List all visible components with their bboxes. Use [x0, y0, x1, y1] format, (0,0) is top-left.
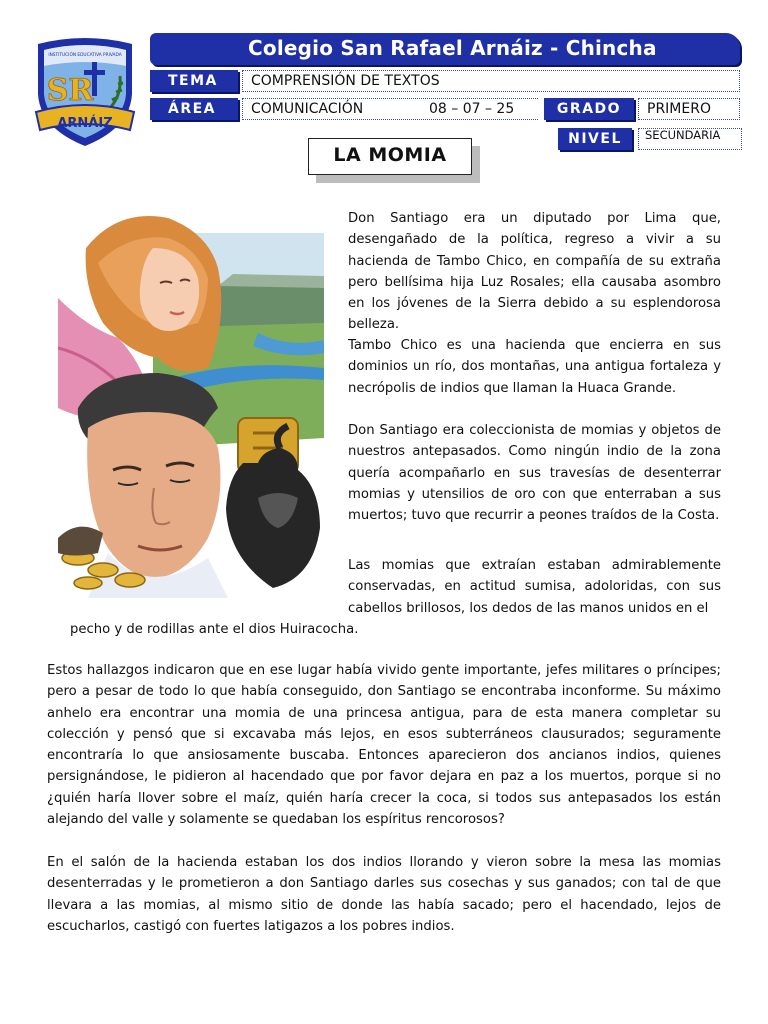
nivel-row	[558, 128, 742, 150]
paragraph-4-continued: pecho y de rodillas ante el dios Huiracocha.	[70, 622, 359, 637]
area-row	[150, 98, 742, 120]
logo-ring-text: INSTITUCIÓN EDUCATIVA PRIVADA	[48, 53, 122, 58]
nivel-value: SECUNDARIA	[638, 128, 742, 150]
nivel-label: NIVEL	[558, 128, 632, 150]
paragraph-5: Estos hallazgos indicaron que en ese lugar había vivido gente importante, jefes militares o príncipes; pero a pesar de todo lo que había conseguido, don Santiago se encontraba inconforme. Su máximo anhelo era encontrar una momia de una princesa antigua, para de esta manera completar su colección y pensó que si excavaba más lejos, en esos subterráneos clausurados; seguramente encontraría lo que ansiosamente buscaba. Entonces aparecieron dos ancianos indios, quienes persignándose, le pidieron al hacendado que por favor dejara en paz a los muertos, porque si no ¿quién haría llover sobre el maíz, quién haría crecer la coca, si todos sus antepasados los están alejando del valle y solamente se quedaban los espíritus rencorosos?	[47, 663, 721, 828]
paragraph-2: Tambo Chico es una hacienda que encierra en sus dominios un río, dos montañas, una antigua fortaleza y necrópolis de indios que llaman la Huaca Grande.	[348, 338, 721, 396]
school-logo	[30, 36, 140, 148]
document-title: LA MOMIA	[308, 138, 472, 175]
area-value: COMUNICACIÓN	[251, 101, 364, 117]
paragraph-6: En el salón de la hacienda estaban los dos indios llorando y vieron sobre la mesa las momias desenterradas y le prometieron a don Santiago darles sus cosechas y sus ganados; con tal de que llevara a las momias, al mismo sitio de donde las había sacado; pero el hacendado, lejos de escucharlos, castigó con fuertes latigazos a los pobres indios.	[47, 855, 721, 934]
paragraph-1: Don Santiago era un diputado por Lima que, desengañado de la política, regreso a vivir a su hacienda de Tambo Chico, en compañía de su extraña pero bellísima hija Luz Rosales; ella causaba asombro en los jóvenes de la Sierra debido a su esplendorosa belleza.	[348, 211, 721, 333]
logo-banner-text: ARNÁIZ	[57, 116, 113, 131]
paragraph-3: Don Santiago era coleccionista de momias y objetos de nuestros antepasados. Como ningún indio de la zona quería acompañarlo en sus travesías de desenterrar momias y utensilios de oro con que enterraban a sus muertos; tuvo que recurrir a peones traídos de la Costa.	[348, 423, 721, 524]
area-label: ÁREA	[150, 98, 238, 120]
school-title-bar	[150, 33, 740, 65]
grado-label: GRADO	[544, 98, 634, 120]
paragraph-4: Las momias que extraían estaban admirablemente conservadas, en actitud sumisa, adoloridas, con sus cabellos brillosos, los dedos de las manos unidos en el	[348, 558, 721, 616]
tema-row	[150, 70, 742, 92]
area-value-box	[242, 98, 538, 120]
grado-value: PRIMERO	[638, 98, 740, 120]
tema-value: COMPRENSIÓN DE TEXTOS	[242, 70, 740, 92]
logo-initials: SR	[46, 73, 94, 108]
tema-label: TEMA	[150, 70, 238, 92]
school-title: Colegio San Rafael Arnáiz - Chincha	[248, 36, 657, 60]
story-illustration	[58, 208, 324, 598]
class-date: 08 – 07 – 25	[429, 101, 515, 117]
